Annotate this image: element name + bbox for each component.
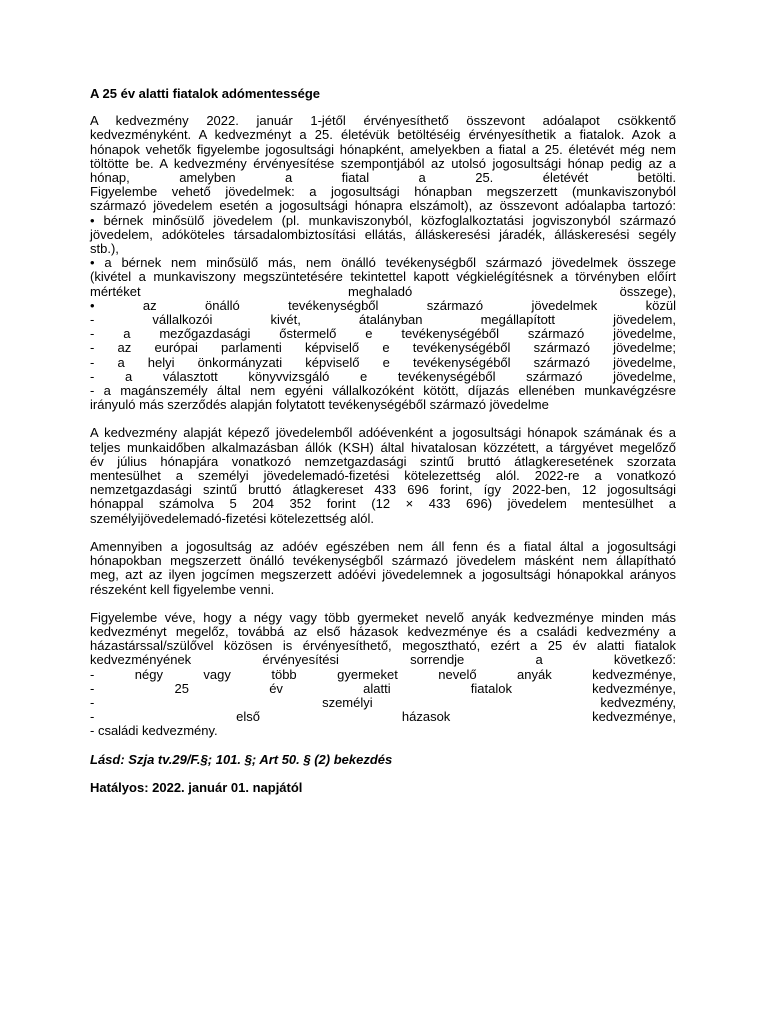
dash-item: - négy vagy több gyermeket nevelő anyák kedvezménye, [90,666,676,682]
bullet-item: • bérnek minősülő jövedelem (pl. munkaviszonyból, közfoglalkoztatási jogviszonyból származó [90,212,676,228]
text-line: Amennyiben a jogosultság az adóév egészében nem áll fenn és a fiatal által a jogosultsági [90,538,676,554]
dash-item: - a magánszemély által nem egyéni vállalkozóként kötött, díjazás ellenében munkavégzésre [90,383,676,399]
text-line: hónapokban megszerzett önálló tevékenységből származó jövedelem másként nem állapítható [90,553,676,569]
text-line: kedvezményének érvényesítési sorrendje a következő: [90,652,676,668]
text-line: irányuló más szerződés alapján folytatott tevékenységéből származó jövedelme [90,397,549,413]
dash-item: - családi kedvezmény. [90,723,218,739]
text-line: teljes munkaidőben alkalmazásban állók (KSH) által hivatalosan közzétett, a tárgyévet megelőző [90,439,676,455]
text-line: hónapok vehetők figyelembe jogosultsági hónapként, amelyekben a fiatal a 25. életévét még nem [90,141,676,157]
text-line: Figyelembe véve, hogy a négy vagy több gyermeket nevelő anyák kedvezménye minden más [90,609,676,625]
bullet-item: • a bérnek nem minősülő más, nem önálló tevékenységből származó jövedelmek összege [90,255,676,271]
document-title: A 25 év alatti fiatalok adómentessége [90,86,321,101]
paragraph-4 [90,611,676,739]
text-line: meg, azt az ilyen jogcímen megszerzett adóévi jövedelemnek a jogosultsági hónapokkal arányos [90,567,676,583]
dash-item: - az európai parlamenti képviselő e tevékenységéből származó jövedelme; [90,340,676,356]
text-line: A kedvezmény alapját képező jövedelemből adóévenként a jogosultsági hónapok számának és a [90,425,676,441]
legal-reference: Lásd: Szja tv.29/F.§; 101. §; Art 50. § (2) bekezdés [90,751,393,767]
dash-item: - a mezőgazdasági őstermelő e tevékenységéből származó jövedelme, [90,326,676,342]
text-line: töltötte be. A kedvezmény érvényesítése szempontjából az utolsó jogosultsági hónap pedig az a [90,155,676,171]
text-line: személyijövedelemadó-fizetési kötelezettség alól. [90,510,374,526]
dash-item: - a választott könyvvizsgáló e tevékenységéből származó jövedelme, [90,368,676,384]
text-line: mentesülhet a személyi jövedelemadó-fizetési kötelezettség alól. 2022-re a vonatkozó [90,468,676,484]
text-line: nemzetgazdasági szintű bruttó átlagkereset 433 696 forint, így 2022-ben, 12 jogosultsági [90,482,676,498]
text-line: részeként kell figyelembe venni. [90,581,275,597]
text-line: hónappal számolva 5 204 352 forint (12 × 433 696) jövedelem mentesülhet a [90,496,676,512]
dash-item: - vállalkozói kivét, átalányban megállapított jövedelem, [90,312,676,328]
text-line: házastárssal/szülővel közösen is érvényesíthető, megosztható, ezért a 25 év alatti fiatalok [90,638,676,654]
dash-item: - a helyi önkormányzati képviselő e tevékenységéből származó jövedelme, [90,354,676,370]
document-page [90,87,676,795]
dash-item: - személyi kedvezmény, [90,694,676,710]
paragraph-1 [90,114,676,412]
text-line: jövedelem, adóköteles társadalombiztosítási ellátás, álláskeresési járadék, álláskeresési segély [90,226,676,242]
text-line: mértéket meghaladó összege), [90,283,676,299]
text-line: (kivétel a munkaviszony megszüntetésére tekintettel kapott végkielégítésnek a törvényben előírt [90,269,676,285]
dash-item: - első házasok kedvezménye, [90,709,676,725]
text-line: kedvezményt megelőz, továbbá az első házasok kedvezménye és a családi kedvezmény a [90,623,676,639]
text-line: A kedvezmény 2022. január 1-jétől érvényesíthető összevont adóalapot csökkentő [90,113,676,129]
text-line: év július hónapjára vonatkozó nemzetgazdasági szintű bruttó átlagkeresetének szorzata [90,453,676,469]
text-line: származó jövedelem esetén a jogosultsági hónapra elszámolt), az összevont adóalapba tartozó: [90,198,676,214]
paragraph-2 [90,426,676,525]
dash-item: - 25 év alatti fiatalok kedvezménye, [90,680,676,696]
text-line: stb.), [90,241,119,257]
text-line: hónap, amelyben a fiatal a 25. életévét betölti. [90,170,676,186]
effective-date: Hatályos: 2022. január 01. napjától [90,779,303,795]
text-line: kedvezményként. A kedvezményt a 25. életévük betöltéséig érvényesíthetik a fiatalok. Azok a [90,127,676,143]
paragraph-3 [90,540,676,597]
bullet-item: • az önálló tevékenységből származó jövedelmek közül [90,297,676,313]
text-line: Figyelembe vehető jövedelmek: a jogosultsági hónapban megszerzett (munkaviszonyból [90,184,676,200]
